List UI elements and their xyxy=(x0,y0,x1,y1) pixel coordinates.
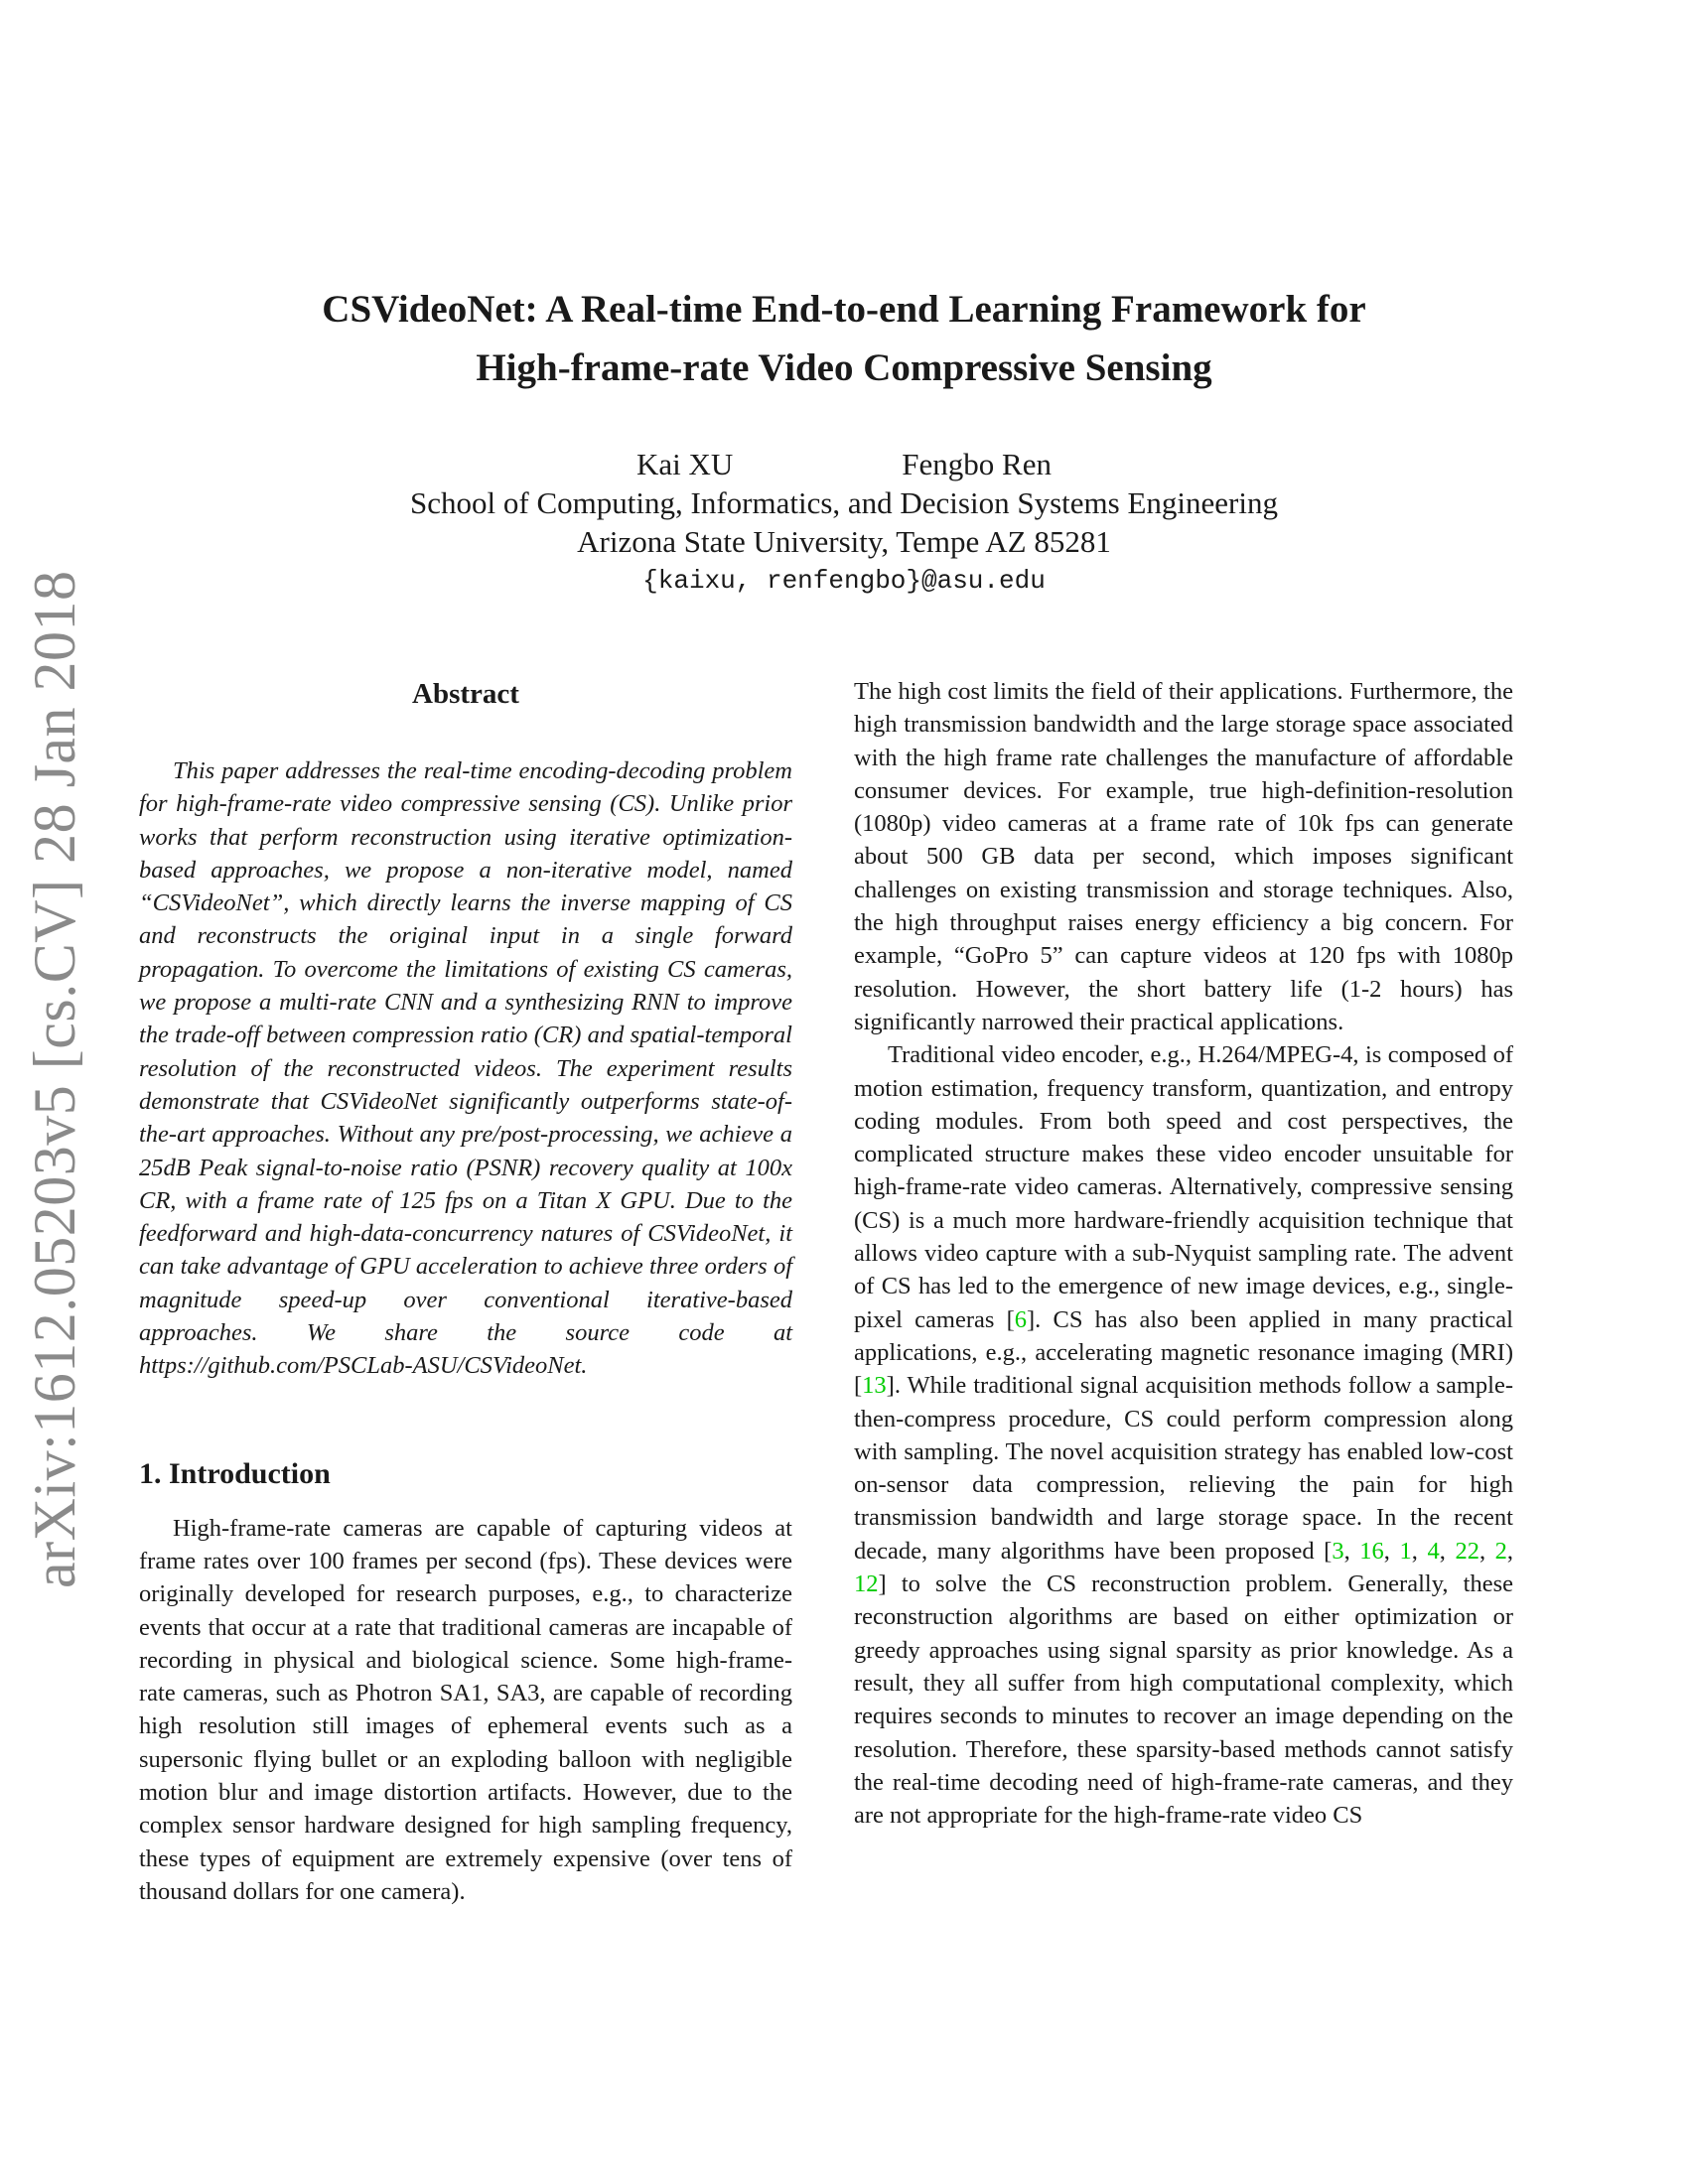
author-email: {kaixu, renfengbo}@asu.edu xyxy=(642,566,1046,596)
citation-link[interactable]: 16 xyxy=(1359,1537,1384,1565)
author-block xyxy=(199,445,1489,601)
paragraph-text-segment: ]. CS has also been applied in many practical applications, e.g., accelerating magnetic resonance imaging (MRI) [ xyxy=(854,1305,1513,1400)
introduction-heading: 1. Introduction xyxy=(139,1456,331,1490)
title-line-1: CSVideoNet: A Real-time End-to-end Learning Framework for xyxy=(322,288,1366,331)
citation-link[interactable]: 2 xyxy=(1494,1537,1507,1565)
citation-link[interactable]: 1 xyxy=(1399,1537,1412,1565)
abstract-heading: Abstract xyxy=(412,678,519,710)
right-column xyxy=(854,675,1513,1832)
citation-link[interactable]: 4 xyxy=(1427,1537,1440,1565)
author-name-1: Kai XU xyxy=(636,447,734,481)
paragraph-text-segment: ] to solve the CS reconstruction problem. Generally, these reconstruction algorithms are based on either optimization or greedy approaches using signal sparsity as prior knowledge. As a result, they all suffer from high computational complexity, which requires seconds to minutes to recover an image depending on the resolution. Therefore, these sparsity-based methods cannot satisfy the real-time decoding need of high-frame-rate cameras, and they are not appropriate for the high-frame-rate video CS xyxy=(854,1570,1513,1830)
introduction-paragraph-2: Traditional video encoder, e.g., H.264/MPEG-4, is composed of motion estimation, frequency transform, quantization, and entropy coding modules. From both speed and cost perspectives, the complicated structure makes these video encoder unsuitable for high-frame-rate video cameras. Alternatively, compressive sensing (CS) is a much more hardware-friendly acquisition technique that allows video capture with a sub-Nyquist sampling rate. The advent of CS has led to the emergence of new image devices, e.g., single-pixel cameras [6]. CS has also been applied in many practical applications, e.g., accelerating magnetic resonance imaging (MRI) [13]. While traditional signal acquisition methods follow a sample-then-compress procedure, CS could perform compression along with sampling. The novel acquisition strategy has enabled low-cost on-sensor data compression, relieving the pain for high transmission bandwidth and large storage space. In the recent decade, many algorithms have been proposed [3, 16, 1, 4, 22, 2, 12] to solve the CS reconstruction problem. Generally, these reconstruction algorithms are based on either optimization or greedy approaches using signal sparsity as prior knowledge. As a result, they all suffer from high computational complexity, which requires seconds to minutes to recover an image depending on the resolution. Therefore, these sparsity-based methods cannot satisfy the real-time decoding need of high-frame-rate cameras, and they are not appropriate for the high-frame-rate video CS xyxy=(854,1041,1514,1830)
affiliation-line-2: Arizona State University, Tempe AZ 85281 xyxy=(577,524,1111,559)
author-name-2: Fengbo Ren xyxy=(902,447,1052,481)
paragraph-text-segment: Traditional video encoder, e.g., H.264/MPEG-4, is composed of motion estimation, frequency transform, quantization, and entropy coding modules. From both speed and cost perspectives, the complicated structure makes these video encoder unsuitable for high-frame-rate video cameras. Alternatively, compressive sensing (CS) is a much more hardware-friendly acquisition technique that allows video capture with a sub-Nyquist sampling rate. The advent of CS has led to the emergence of new image devices, e.g., single-pixel cameras [ xyxy=(854,1041,1513,1333)
citation-link[interactable]: 22 xyxy=(1455,1537,1479,1565)
affiliation-line-1: School of Computing, Informatics, and Decision Systems Engineering xyxy=(410,485,1278,520)
paragraph-text-segment: ]. While traditional signal acquisition methods follow a sample-then-compress procedure, CS could perform compression along with sampling. The novel acquisition strategy has enabled low-cost on-sensor data compression, relieving the pain for high transmission bandwidth and large storage space. In the recent decade, many algorithms have been proposed [ xyxy=(854,1372,1513,1565)
author-names xyxy=(199,445,1489,483)
citation-link[interactable]: 12 xyxy=(854,1570,879,1598)
arxiv-identifier-stamp: arXiv:1612.05203v5 [cs.CV] 28 Jan 2018 xyxy=(22,570,87,1588)
citation-link[interactable]: 13 xyxy=(862,1372,887,1400)
citation-link[interactable]: 6 xyxy=(1014,1305,1028,1333)
title-line-2: High-frame-rate Video Compressive Sensing xyxy=(476,346,1212,389)
left-column xyxy=(139,675,792,1908)
introduction-paragraph-1: High-frame-rate cameras are capable of capturing videos at frame rates over 100 frames per second (fps). These devices were originally developed for research purposes, e.g., to characterize events that occur at a rate that traditional cameras are incapable of recording in physical and biological science. Some high-frame-rate cameras, such as Photron SA1, SA3, are capable of recording high resolution still images of ephemeral events such as a supersonic flying bullet or an exploding balloon with negligible motion blur and image distortion artifacts. However, due to the complex sensor hardware designed for high sampling frequency, these types of equipment are extremely expensive (over tens of thousand dollars for one camera). xyxy=(139,1514,792,1905)
citation-link[interactable]: 3 xyxy=(1332,1537,1344,1565)
introduction-paragraph-1-continued: The high cost limits the field of their applications. Furthermore, the high transmission bandwidth and the large storage space associated with the high frame rate challenges the manufacture of affordable consumer devices. For example, true high-definition-resolution (1080p) video cameras at a frame rate of 10k fps can generate about 500 GB data per second, which imposes significant challenges on existing transmission and storage techniques. Also, the high throughput raises energy efficiency a big concern. For example, “GoPro 5” can capture videos at 120 fps with 1080p resolution. However, the short battery life (1-2 hours) has significantly narrowed their practical applications. xyxy=(854,678,1513,1035)
paper-title xyxy=(199,280,1489,397)
abstract-body: This paper addresses the real-time encoding-decoding problem for high-frame-rate video compressive sensing (CS). Unlike prior works that perform reconstruction using iterative optimization-based approaches, we propose a non-iterative model, named “CSVideoNet”, which directly learns the inverse mapping of CS and reconstructs the original input in a single forward propagation. To overcome the limitations of existing CS cameras, we propose a multi-rate CNN and a synthesizing RNN to improve the trade-off between compression ratio (CR) and spatial-temporal resolution of the reconstructed videos. The experiment results demonstrate that CSVideoNet significantly outperforms state-of-the-art approaches. Without any pre/post-processing, we achieve a 25dB Peak signal-to-noise ratio (PSNR) recovery quality at 100x CR, with a frame rate of 125 fps on a Titan X GPU. Due to the feedforward and high-data-concurrency natures of CSVideoNet, it can take advantage of GPU acceleration to achieve three orders of magnitude speed-up over conventional iterative-based approaches. We share the source code at https://github.com/PSCLab-ASU/CSVideoNet. xyxy=(139,757,792,1380)
